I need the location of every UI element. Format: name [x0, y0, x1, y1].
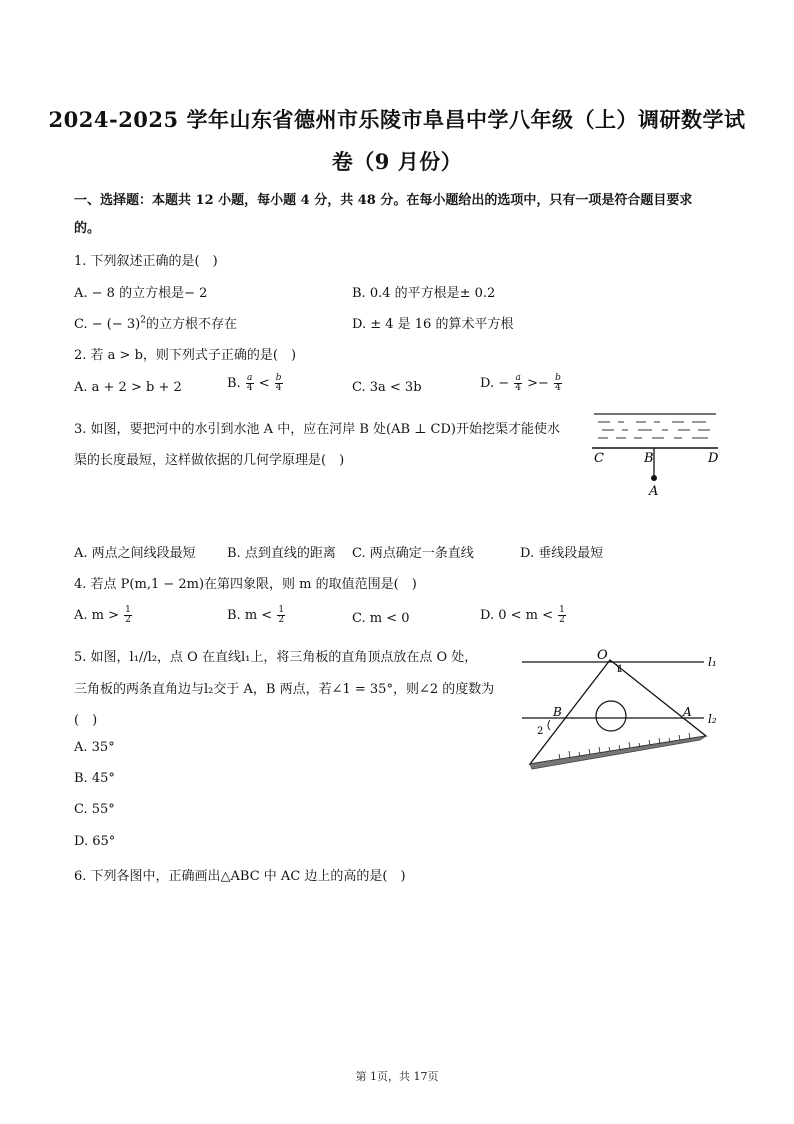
q3-option-d: D. 垂线段最短 — [520, 546, 604, 561]
label-b: B — [553, 705, 562, 719]
q4-option-a — [74, 606, 133, 625]
q4-d-pre: D. 0 < m < — [480, 608, 554, 623]
q1-c-post: 的立方根不存在 — [145, 317, 237, 332]
q4-option-b — [227, 606, 286, 625]
q4-b-frac — [277, 606, 285, 625]
q2-stem: 2. 若 a > b，则下列式子正确的是( ) — [74, 348, 297, 363]
q2-d-d1: 4 — [515, 383, 521, 393]
label-a: A — [683, 705, 692, 719]
label-o: O — [597, 648, 608, 663]
label-l1: l₁ — [708, 655, 717, 669]
q5-stem-line1: 5. 如图，l₁//l₂，点 O 在直线l₁上，将三角板的直角顶点放在点 O 处， — [74, 650, 478, 665]
q5-stem-line2: 三角板的两条直角边与l₂交于 A，B 两点，若∠1 = 35°，则∠2 的度数为 — [74, 682, 495, 697]
label-angle-1: 1 — [617, 664, 624, 675]
q3-river-figure — [588, 408, 724, 500]
q4-d-d: 2 — [559, 615, 565, 625]
label-d: D — [708, 451, 719, 466]
q2-d-frac2 — [554, 374, 562, 393]
q4-b-pre: B. m < — [227, 608, 273, 623]
q4-b-d: 2 — [278, 615, 285, 625]
q5-option-c: C. 55° — [74, 802, 115, 817]
q1-option-a: A. − 8 的立方根是− 2 — [74, 286, 208, 301]
q2-b-n2: b — [275, 373, 282, 383]
q2-b-pre: B. — [227, 376, 241, 391]
label-angle-2: 2 — [537, 726, 544, 737]
section-header: 一、选择题：本题共 12 小题，每小题 4 分，共 48 分。在每小题给出的选项中，只有一项是符合题目要求 — [74, 193, 693, 208]
q2-option-c: C. 3a < 3b — [352, 380, 422, 395]
q2-b-d1: 4 — [246, 383, 253, 393]
q2-b-mid: < — [258, 376, 270, 391]
q2-b-d2: 4 — [275, 383, 282, 393]
q1-option-d: D. ± 4 是 16 的算术平方根 — [352, 317, 514, 332]
q4-a-frac — [124, 606, 132, 625]
ruler-hole — [596, 701, 626, 731]
page-footer: 第 1页，共 17页 — [355, 1070, 439, 1083]
q3-option-b: B. 点到直线的距离 — [227, 546, 336, 561]
q4-d-frac — [558, 606, 566, 625]
q1-option-c — [74, 313, 237, 332]
q5-option-b: B. 45° — [74, 771, 115, 786]
q1-stem: 1. 下列叙述正确的是( ) — [74, 254, 218, 269]
q1-c-sup: 2 — [140, 315, 146, 326]
q2-d-pre: D. − — [480, 376, 510, 391]
q4-a-d: 2 — [125, 615, 131, 625]
q2-option-d — [480, 374, 563, 393]
page-title-line2: 卷（9 月份） — [331, 149, 463, 174]
q2-d-frac1 — [514, 374, 522, 393]
q2-d-n1: a — [515, 373, 521, 383]
q5-option-d: D. 65° — [74, 834, 116, 849]
q3-stem-line2: 渠的长度最短，这样做依据的几何学原理是( ) — [74, 453, 345, 468]
angle-2-arc — [548, 720, 550, 730]
q2-b-frac1 — [246, 374, 254, 393]
page-title-line1: 2024-2025 学年山东省德州市乐陵市阜昌中学八年级（上）调研数学试 — [48, 107, 746, 132]
q2-d-n2: b — [555, 373, 561, 383]
ruler-edge — [530, 736, 706, 769]
section-header-cont: 的。 — [74, 221, 101, 236]
label-a: A — [649, 484, 659, 499]
label-l2: l₂ — [708, 712, 717, 726]
q4-a-pre: A. m > — [74, 608, 120, 623]
q2-d-mid: >− — [527, 376, 549, 391]
q3-option-c: C. 两点确定一条直线 — [352, 546, 474, 561]
q2-option-a: A. a + 2 > b + 2 — [74, 380, 182, 395]
river-water-marks — [598, 422, 710, 438]
label-c: C — [594, 451, 604, 466]
q2-b-frac2 — [275, 374, 283, 393]
q5-option-a: A. 35° — [74, 740, 115, 755]
q1-c-pre: C. − (− 3) — [74, 317, 141, 332]
q1-option-b: B. 0.4 的平方根是± 0.2 — [352, 286, 496, 301]
q5-stem-line3: ( ) — [74, 713, 98, 728]
q2-b-n1: a — [247, 373, 253, 383]
q4-option-c: C. m < 0 — [352, 611, 410, 626]
q3-stem-line1: 3. 如图，要把河中的水引到水池 A 中，应在河岸 B 处(AB ⊥ CD)开始挖渠才能使水 — [74, 422, 560, 437]
q4-option-d — [480, 606, 567, 625]
q2-option-b — [227, 374, 284, 393]
q4-b-n: 1 — [278, 605, 285, 615]
q5-triangle-ruler-figure — [520, 646, 725, 772]
q4-a-n: 1 — [125, 605, 131, 615]
label-b: B — [644, 451, 654, 466]
q2-d-d2: 4 — [555, 383, 561, 393]
q6-stem: 6. 下列各图中，正确画出△ABC 中 AC 边上的高的是( ) — [74, 869, 406, 884]
point-a — [651, 475, 657, 481]
ruler-ticks — [559, 733, 690, 759]
q4-d-n: 1 — [559, 605, 565, 615]
q4-stem: 4. 若点 P(m,1 − 2m)在第四象限，则 m 的取值范围是( ) — [74, 577, 417, 592]
q3-option-a: A. 两点之间线段最短 — [74, 546, 196, 561]
